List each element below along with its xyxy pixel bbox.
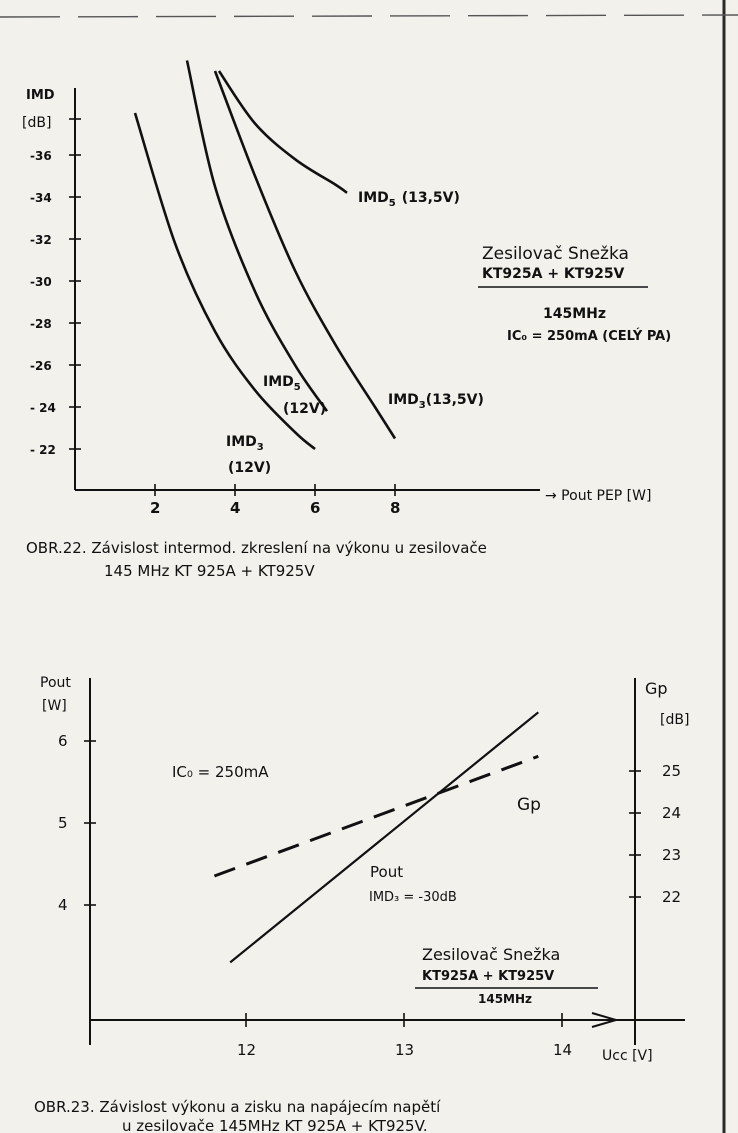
- page-top-edge: [0, 15, 738, 17]
- c2-right-tick-label: 22: [662, 888, 682, 906]
- c1-x-tick-label: 2: [150, 499, 161, 517]
- c2-note-imd: IMD₃ = -30dB: [369, 890, 457, 905]
- c1-y-tick-label: -36: [30, 149, 52, 163]
- c1-label-imd3-13v-base: IMD: [388, 392, 419, 408]
- c2-left-tick-label: 5: [58, 814, 68, 832]
- c2-right-tick-label: 25: [662, 762, 682, 780]
- c1-label-imd3-12v: [226, 434, 271, 476]
- c1-note-current: IC₀ = 250mA (CELÝ PA): [507, 329, 672, 344]
- c2-subtitle: KT925A + KT925V: [422, 969, 555, 984]
- c1-label-imd5-12v-base: IMD: [263, 374, 294, 390]
- c1-label-imd3-13v: [388, 392, 484, 411]
- c1-label-imd3-12v-base: IMD: [226, 434, 257, 450]
- c2-note-current: IC₀ = 250mA: [172, 763, 269, 781]
- c1-y-tick-label: -34: [30, 191, 52, 205]
- c2-label-pout: Pout: [370, 863, 404, 881]
- c2-caption-line1: OBR.23. Závislost výkonu a zisku na napájecím napětí: [34, 1098, 441, 1116]
- c1-label-imd3-13v-extra: (13,5V): [425, 392, 484, 408]
- c2-x-tick-label: 12: [237, 1041, 257, 1059]
- c2-label-gp: Gp: [517, 795, 541, 815]
- c2-title: Zesilovač Snežka: [422, 945, 561, 964]
- c2-ylabel-left-unit: [W]: [42, 698, 67, 714]
- c2-left-tick-label: 6: [58, 732, 68, 750]
- c1-y-tick-label: - 22: [30, 443, 56, 457]
- c1-subtitle: KT925A + KT925V: [482, 266, 625, 282]
- c1-label-imd3-13v-sub: 3: [418, 400, 426, 411]
- c2-right-tick-label: 23: [662, 846, 682, 864]
- c1-curves: [135, 61, 395, 450]
- c1-label-imd5-13v-extra: (13,5V): [401, 190, 460, 206]
- c1-ticks: [30, 119, 400, 517]
- c2-caption-line2: u zesilovače 145MHz KT 925A + KT925V.: [122, 1117, 428, 1133]
- c1-label-imd3-12v-sub: 3: [256, 442, 264, 453]
- svg-text:IMD3(13,5V): [388, 392, 484, 411]
- c1-y-tick-label: -28: [30, 317, 52, 331]
- c1-title: Zesilovač Snežka: [482, 244, 629, 264]
- c1-label-imd5-13v: [358, 190, 460, 209]
- c2-ylabel-right-unit: [dB]: [660, 712, 690, 728]
- c1-ylabel: IMD: [26, 88, 55, 103]
- c1-label-imd5-12v-extra: (12V): [283, 401, 327, 417]
- svg-text:IMD5(13,5V): [358, 190, 460, 209]
- c1-y-tick-label: - 24: [30, 401, 56, 415]
- c1-xlabel: → Pout PEP [W]: [545, 488, 652, 504]
- c2-x-tick-label: 14: [553, 1041, 573, 1059]
- c1-y-tick-label: -32: [30, 233, 52, 247]
- c1-label-imd5-13v-sub: 5: [388, 198, 396, 209]
- c2-curves: [214, 712, 538, 962]
- c1-y-tick-label: -30: [30, 275, 52, 289]
- c1-curve-imd3-13v: [215, 71, 395, 439]
- c2-ylabel-left: Pout: [40, 675, 71, 691]
- c1-label-imd3-12v-extra: (12V): [228, 460, 272, 476]
- c2-ylabel-right: Gp: [645, 679, 668, 698]
- c1-label-imd5-12v-sub: 5: [293, 382, 301, 393]
- c1-note-freq: 145MHz: [543, 306, 607, 322]
- c1-curve-imd3-12v: [135, 113, 315, 449]
- c2-left-tick-label: 4: [58, 896, 68, 914]
- c1-x-tick-label: 8: [390, 499, 401, 517]
- svg-text:IMD3: [226, 434, 264, 453]
- c2-subtitle2: 145MHz: [478, 992, 533, 1006]
- svg-text:IMD5: [263, 374, 301, 393]
- c2-right-tick-label: 24: [662, 804, 682, 822]
- chart-pout-gp-vs-ucc: [34, 675, 689, 1133]
- c1-caption-line1: OBR.22. Závislost intermod. zkreslení na výkonu u zesilovače: [26, 539, 487, 557]
- chart-imd-vs-pout: [22, 61, 671, 581]
- c2-xlabel: Ucc [V]: [602, 1048, 653, 1064]
- c1-x-tick-label: 6: [310, 499, 321, 517]
- c1-curve-imd5-12v: [187, 61, 327, 412]
- c1-caption-line2: 145 MHz KT 925A + KT925V: [104, 562, 315, 580]
- c2-x-tick-label: 13: [395, 1041, 415, 1059]
- c1-y-tick-label: -26: [30, 359, 52, 373]
- c1-ylabel-unit: [dB]: [22, 115, 52, 131]
- c1-label-imd5-13v-base: IMD: [358, 190, 389, 206]
- c2-line-pout: [230, 712, 538, 962]
- c1-x-tick-label: 4: [230, 499, 241, 517]
